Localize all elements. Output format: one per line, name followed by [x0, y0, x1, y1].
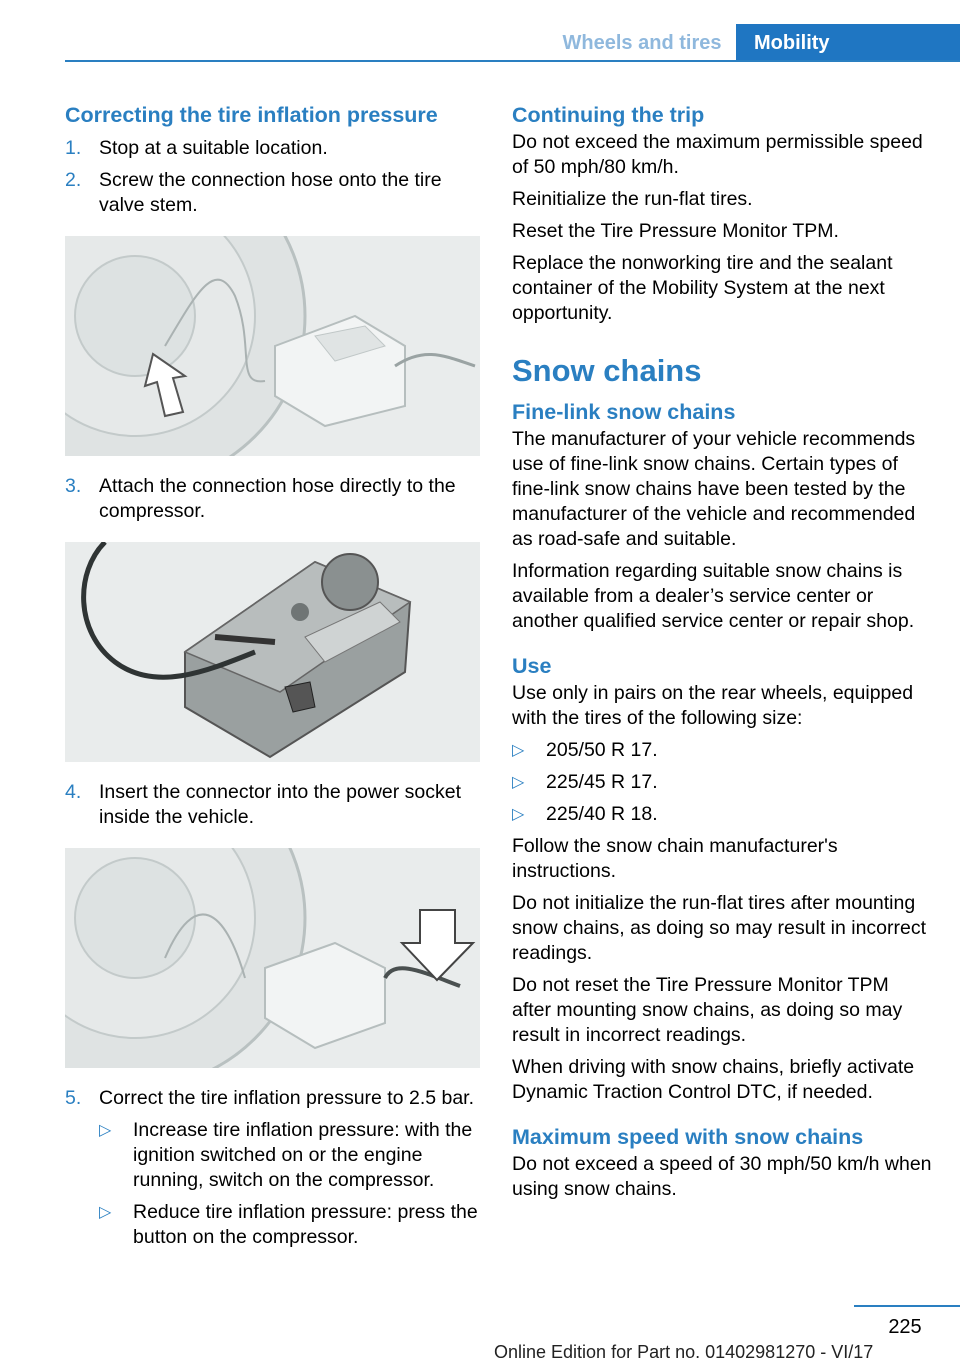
triangle-bullet-icon: ▷ — [99, 1204, 112, 1221]
continuing-heading: Continuing the trip — [512, 103, 705, 127]
paragraph: Information regarding suitable snow chains is available from a dealer’s service center or another qualified service center or repair shop. — [512, 560, 915, 632]
paragraph: Do not reset the Tire Pressure Monitor TPM after mounting snow chains, as doing so may result in incorrect readings. — [512, 974, 903, 1046]
step-text: Stop at a suitable location. — [99, 137, 328, 159]
step-number: 1. — [65, 137, 82, 159]
paragraph: Reset the Tire Pressure Monitor TPM. — [512, 220, 839, 242]
page-number: 225 — [888, 1316, 922, 1338]
paragraph: Do not exceed the maximum permissible speed of 50 mph/80 km/h. — [512, 131, 923, 178]
paragraph: Do not exceed a speed of 30 mph/50 km/h when using snow chains. — [512, 1153, 932, 1200]
max-speed-heading: Maximum speed with snow chains — [512, 1125, 864, 1149]
step-number: 4. — [65, 781, 82, 803]
step-text: Screw the connection hose onto the tire valve stem. — [99, 169, 442, 216]
step-3 — [65, 474, 480, 524]
step-1 — [65, 136, 480, 161]
paragraph: When driving with snow chains, briefly activate Dynamic Traction Control DTC, if needed. — [512, 1056, 915, 1103]
header-chapter-tab[interactable]: Mobility — [736, 24, 960, 62]
substep-text: Reduce tire inflation pressure: press the button on the compressor. — [133, 1201, 478, 1248]
substep-reduce — [99, 1200, 480, 1250]
paragraph: The manufacturer of your vehicle recommends use of fine-link snow chains. Certain types of fine-link snow chains have been tested by the manufacturer of the vehicle and recommended as road-safe and suitable. — [512, 428, 916, 550]
edition-note: Online Edition for Part no. 01402981270 - VI/17 — [494, 1342, 874, 1362]
triangle-bullet-icon: ▷ — [99, 1122, 112, 1139]
snow-chains-heading: Snow chains — [512, 353, 702, 388]
paragraph: Do not initialize the run-flat tires after mounting snow chains, as doing so may result in incorrect readings. — [512, 892, 927, 964]
step-4 — [65, 780, 480, 830]
header-section-tab[interactable]: Wheels and tires — [562, 31, 722, 54]
step-2 — [65, 168, 480, 218]
step-text: Insert the connector into the power socket inside the vehicle. — [99, 781, 462, 828]
right-column — [512, 100, 932, 1209]
use-heading: Use — [512, 654, 552, 678]
paragraph: Reinitialize the run-flat tires. — [512, 188, 753, 210]
tire-size-item — [512, 738, 932, 763]
substep-text: Increase tire inflation pressure: with the ignition switched on or the engine running, switch on the compressor. — [133, 1119, 473, 1191]
header-rule — [65, 60, 960, 62]
triangle-bullet-icon: ▷ — [512, 806, 525, 823]
substep-increase — [99, 1118, 480, 1193]
paragraph: Follow the snow chain manufacturer's instructions. — [512, 835, 838, 882]
figure-compressor — [65, 542, 480, 762]
step-text: Attach the connection hose directly to the compressor. — [99, 475, 456, 522]
tire-size-item — [512, 770, 932, 795]
fine-link-heading: Fine-link snow chains — [512, 400, 736, 424]
paragraph: Use only in pairs on the rear wheels, equipped with the tires of the following size: — [512, 682, 914, 729]
tire-size-text: 205/50 R 17. — [546, 739, 658, 761]
figure-power-socket — [65, 848, 480, 1068]
triangle-bullet-icon: ▷ — [512, 742, 525, 759]
inflation-heading: Correcting the tire inflation pressure — [65, 103, 438, 127]
paragraph: Replace the nonworking tire and the sealant container of the Mobility System at the next opportunity. — [512, 252, 893, 324]
tire-size-text: 225/40 R 18. — [546, 803, 658, 825]
step-number: 2. — [65, 169, 82, 191]
step-number: 3. — [65, 475, 82, 497]
left-column — [65, 100, 480, 1257]
step-5 — [65, 1086, 480, 1111]
tire-size-item — [512, 802, 932, 827]
step-text: Correct the tire inflation pressure to 2.5 bar. — [99, 1087, 475, 1109]
triangle-bullet-icon: ▷ — [512, 774, 525, 791]
footer-rule — [854, 1305, 960, 1307]
figure-hose-on-valve — [65, 236, 480, 456]
step-number: 5. — [65, 1087, 82, 1109]
tire-size-text: 225/45 R 17. — [546, 771, 658, 793]
